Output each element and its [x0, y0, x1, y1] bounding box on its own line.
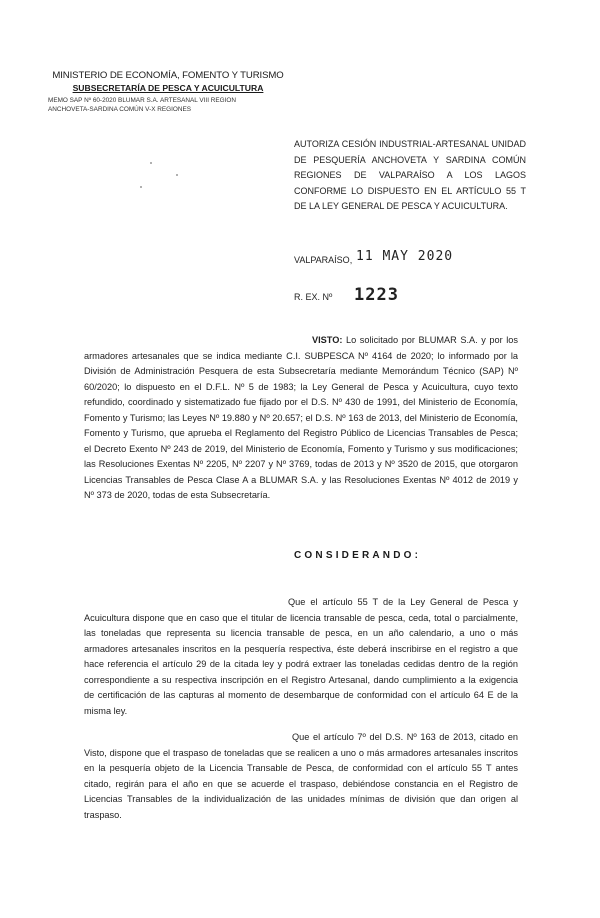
place-label: VALPARAÍSO,	[294, 255, 353, 265]
scan-speck	[150, 162, 152, 164]
letterhead	[48, 70, 288, 94]
memo-line-1: MEMO SAP Nº 60-2020 BLUMAR S.A. ARTESANAL VIII REGION	[48, 97, 236, 104]
considerando-text-1: Que el artículo 55 T de la Ley General de Pesca y Acuicultura dispone que en caso que el titular de licencia transable de pesca, ceda, total o parcialmente, las toneladas que representa su licencia transable de pesca, en un año calendario, a uno o más armadores artesanales inscritos en la pesquería respectiva, éste deberá inscribirse en el registro a que hace referencia el artículo 29 de la citada ley y podrá extraer las toneladas cedidas dentro de la región correspondiente a su respectiva inscripción en el Registro Artesanal, dando cumplimiento a la exigencia de certificación de las capturas al momento de desembarque de conformidad con el artículo 64 E de la misma ley.	[84, 597, 518, 716]
considerando-paragraph-1	[84, 595, 518, 719]
rex-label: R. EX. Nº	[294, 292, 333, 302]
considerando-text-2: Que el artículo 7º del D.S. Nº 163 de 2013, citado en Visto, dispone que el traspaso de toneladas que se realicen a uno o más armadores artesanales inscritos en la pesquería objeto de la Licencia Transable de Pesca, de conformidad con el artículo 55 T antes citado, regirán para el año en que se acuerde el traspaso, debiéndose constancia en el Registro de Licencias Transables de la individualización de las unidades mínimas de división que dan origen al traspaso.	[84, 732, 518, 820]
ministry-name: MINISTERIO DE ECONOMÍA, FOMENTO Y TURISMO	[52, 70, 284, 81]
memo-line-2: ANCHOVETA-SARDINA COMÚN V-X REGIONES	[48, 106, 191, 113]
date-stamp: 11 MAY 2020	[356, 249, 454, 264]
considerando-heading: CONSIDERANDO:	[294, 550, 422, 561]
rex-number: 1223	[354, 285, 399, 305]
memo-reference	[48, 96, 298, 114]
visto-label: VISTO:	[312, 335, 343, 345]
visto-paragraph	[84, 333, 518, 504]
subsecretaria-name: SUBSECRETARÍA DE PESCA Y ACUICULTURA	[72, 83, 264, 93]
considerando-paragraph-2	[84, 730, 518, 823]
visto-text: Lo solicitado por BLUMAR S.A. y por los armadores artesanales que se indica mediante C.I. SUBPESCA Nº 4164 de 2020; lo informado por la División de Administración Pesquera de esta Subsecretaría mediante Memorándum Técnico (SAP) Nº 60/2020; lo dispuesto en el D.F.L. Nº 5 de 1983; la Ley General de Pesca y Acuicultura, cuyo texto refundido, coordinado y sistematizado fue fijado por el D.S. Nº 430 de 1991, del Ministerio de Economía, Fomento y Turismo; las Leyes Nº 19.880 y Nº 20.657; el D.S. Nº 163 de 2013, del Ministerio de Economía, Fomento y Turismo, que aprueba el Reglamento del Registro Público de Licencias Transables de Pesca; el Decreto Exento Nº 243 de 2019, del Ministerio de Economía, Fomento y Turismo y sus modificaciones; las Resoluciones Exentas Nº 2205, Nº 2207 y Nº 3769, todas de 2013 y Nº 3520 de 2015, que otorgaron Licencias Transables de Pesca Clase A a BLUMAR S.A. y las Resoluciones Exentas Nº 4012 de 2019 y Nº 373 de 2020, todas de esta Subsecretaría.	[84, 335, 518, 500]
scan-speck	[140, 186, 142, 188]
resolution-subject: AUTORIZA CESIÓN INDUSTRIAL-ARTESANAL UNIDAD DE PESQUERÍA ANCHOVETA Y SARDINA COMÚN REGIONES DE VALPARAÍSO A LOS LAGOS CONFORME LO DISPUESTO EN EL ARTÍCULO 55 T DE LA LEY GENERAL DE PESCA Y ACUICULTURA.	[294, 139, 526, 211]
scan-speck	[176, 174, 178, 176]
